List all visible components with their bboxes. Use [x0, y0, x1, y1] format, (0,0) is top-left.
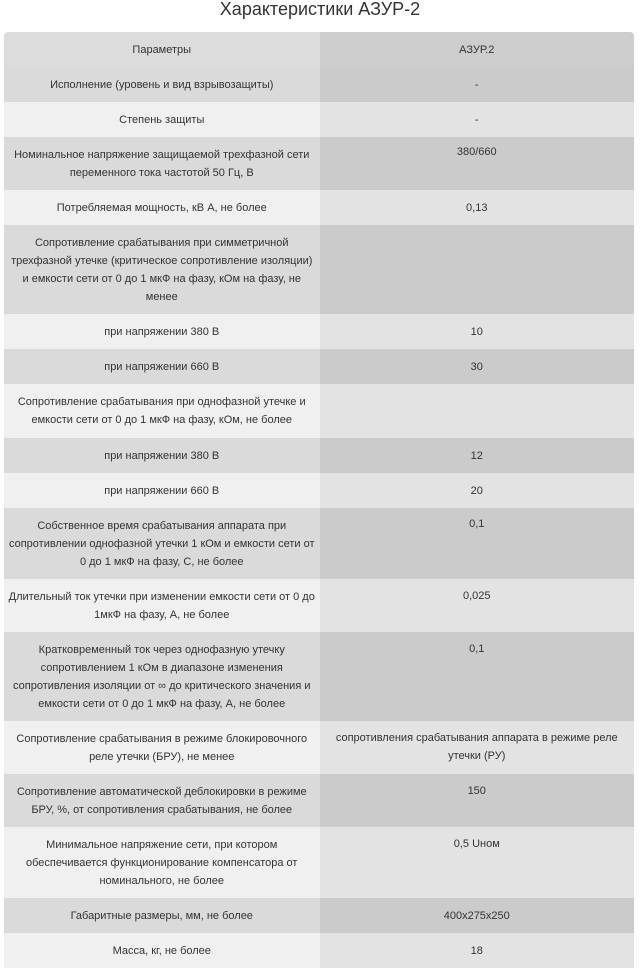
value-cell: 0,5 Uном — [320, 827, 635, 898]
value-cell: 12 — [320, 438, 635, 473]
param-cell: при напряжении 660 В — [4, 349, 320, 384]
table-row — [4, 721, 634, 774]
table-row — [4, 225, 634, 314]
table-row — [4, 349, 634, 384]
param-cell: Габаритные размеры, мм, не более — [4, 898, 320, 933]
param-cell: Сопротивление срабатывания в режиме блокировочного реле утечки (БРУ), не менее — [4, 721, 320, 774]
value-cell: 380/660 — [320, 137, 635, 190]
table-row — [4, 508, 634, 579]
header-value-cell: АЗУР.2 — [320, 32, 635, 67]
value-cell — [320, 384, 635, 438]
value-cell: 10 — [320, 314, 635, 349]
value-cell: 0,1 — [320, 508, 635, 579]
table-row — [4, 314, 634, 349]
value-cell: 150 — [320, 774, 635, 827]
value-cell: 30 — [320, 349, 635, 384]
param-cell: Минимальное напряжение сети, при котором обеспечивается функционирование компенсатора от номинального, не более — [4, 827, 320, 898]
param-cell: Длительный ток утечки при изменении емкости сети от 0 до 1мкФ на фазу, А, не более — [4, 579, 320, 632]
value-cell: 0,1 — [320, 632, 635, 721]
value-cell: 0,025 — [320, 579, 635, 632]
table-row — [4, 827, 634, 898]
param-cell: Масса, кг, не более — [4, 933, 320, 968]
value-cell: сопротивления срабатывания аппарата в режиме реле утечки (РУ) — [320, 721, 635, 774]
param-cell: Сопротивление срабатывания при симметричной трехфазной утечке (критическое сопротивление изоляции) и емкости сети от 0 до 1 мкФ на фазу, кОм на фазу, не менее — [4, 225, 320, 314]
value-cell: 20 — [320, 473, 635, 508]
param-cell: Номинальное напряжение защищаемой трехфазной сети переменного тока частотой 50 Гц, В — [4, 137, 320, 190]
value-cell: 0,13 — [320, 190, 635, 225]
table-row — [4, 190, 634, 225]
table-row — [4, 473, 634, 508]
header-param-cell: Параметры — [4, 32, 320, 67]
param-cell: при напряжении 660 В — [4, 473, 320, 508]
param-cell: Степень защиты — [4, 102, 320, 137]
table-row — [4, 774, 634, 827]
value-cell: 18 — [320, 933, 635, 968]
table-header-row — [4, 32, 634, 67]
param-cell: при напряжении 380 В — [4, 438, 320, 473]
value-cell: - — [320, 67, 635, 102]
param-cell: Кратковременный ток через однофазную утечку сопротивлением 1 кОм в диапазоне изменения сопротивления изоляции от ∞ до критического значения и емкости сети от 0 до 1 мкФ на фазу, А, не более — [4, 632, 320, 721]
specifications-table — [4, 32, 634, 968]
value-cell — [320, 225, 635, 314]
table-row — [4, 438, 634, 473]
table-row — [4, 137, 634, 190]
table-row — [4, 67, 634, 102]
value-cell: 400x275x250 — [320, 898, 635, 933]
param-cell: Потребляемая мощность, кВ А, не более — [4, 190, 320, 225]
param-cell: Собственное время срабатывания аппарата при сопротивлении однофазной утечки 1 кОм и емкости сети от 0 до 1 мкФ на фазу, С, не более — [4, 508, 320, 579]
table-row — [4, 898, 634, 933]
table-row — [4, 632, 634, 721]
param-cell: при напряжении 380 В — [4, 314, 320, 349]
param-cell: Сопротивление срабатывания при однофазной утечке и емкости сети от 0 до 1 мкФ на фазу, кОм, не более — [4, 384, 320, 438]
page-title: Характеристики АЗУР-2 — [219, 0, 421, 19]
value-cell: - — [320, 102, 635, 137]
table-row — [4, 102, 634, 137]
table-row — [4, 579, 634, 632]
table-row — [4, 384, 634, 438]
param-cell: Сопротивление автоматической деблокировки в режиме БРУ, %, от сопротивления срабатывания, не более — [4, 774, 320, 827]
param-cell: Исполнение (уровень и вид взрывозащиты) — [4, 67, 320, 102]
